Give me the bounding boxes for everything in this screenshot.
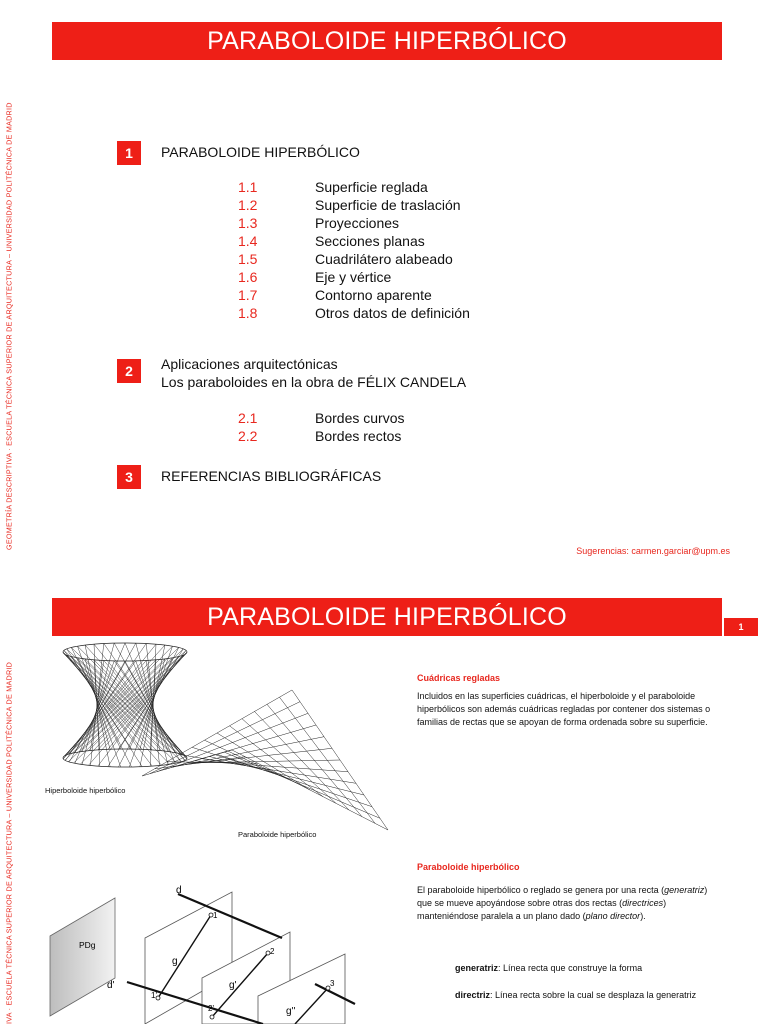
section-subtitle[interactable]: Los paraboloides en la obra de FÉLIX CANDELA	[161, 374, 467, 390]
toc-item[interactable]: Eje y vértice	[315, 269, 392, 285]
section-number-badge: 1	[117, 141, 141, 165]
label-point-3: 3	[330, 979, 335, 988]
toc-item[interactable]: Superficie reglada	[315, 179, 428, 195]
toc-item[interactable]: Contorno aparente	[315, 287, 432, 303]
section-number-badge: 3	[117, 465, 141, 489]
paragraph-cuadricas: Incluidos en las superficies cuádricas, el hiperboloide y el paraboloide hiperbólicos son además cuádricas regladas por contener dos sistemas o familias de rectas que se apoyan de forma ordenada sobre su superficie.	[417, 691, 711, 727]
label-point-1p: 1'	[151, 991, 157, 1000]
toc-number: 1.7	[238, 287, 258, 303]
toc-item[interactable]: Bordes rectos	[315, 428, 402, 444]
toc-item[interactable]: Proyecciones	[315, 215, 400, 231]
label-point-2p: 2'	[208, 1004, 214, 1013]
label-d: d	[176, 885, 182, 896]
contact-email[interactable]: Sugerencias: carmen.garciar@upm.es	[576, 546, 730, 556]
heading-cuadricas: Cuádricas regladas	[417, 673, 501, 683]
label-point-1: 1	[213, 911, 218, 920]
page-number-badge: 1	[724, 618, 758, 636]
toc-item[interactable]: Otros datos de definición	[315, 305, 470, 321]
section-number-badge: 2	[117, 359, 141, 383]
label-pdg: PDg	[79, 940, 96, 950]
toc-number: 2.2	[238, 428, 258, 444]
page-title: PARABOLOIDE HIPERBÓLICO	[52, 22, 722, 60]
toc-number: 2.1	[238, 410, 258, 426]
toc-item[interactable]: Cuadrilátero alabeado	[315, 251, 453, 267]
definition-directriz: directriz: Línea recta sobre la cual se desplaza la generatriz	[455, 990, 697, 1000]
paragraph-paraboloide: El paraboloide hiperbólico o reglado se genera por una recta (generatriz) que se mueve apoyándose sobre otras dos rectas (directrices) manteniéndose paralela a un plano dado (plano director).	[417, 885, 708, 921]
sidebar-institution-text: IVA · ESCUELA TÉCNICA SUPERIOR DE ARQUITECTURA – UNIVERSIDAD POLITÉCNICA DE MADRID	[4, 661, 14, 1024]
label-g-dprime: g''	[286, 1006, 296, 1017]
toc-number: 1.3	[238, 215, 258, 231]
toc-item[interactable]: Superficie de traslación	[315, 197, 461, 213]
toc-number: 1.5	[238, 251, 258, 267]
sidebar-institution-text: GEOMETRÍA DESCRIPTIVA · ESCUELA TÉCNICA SUPERIOR DE ARQUITECTURA – UNIVERSIDAD POLITÉCNICA DE MADRID	[4, 102, 14, 550]
toc-item[interactable]: Bordes curvos	[315, 410, 405, 426]
label-g-prime: g'	[229, 980, 237, 991]
toc-number: 1.1	[238, 179, 258, 195]
definition-generatriz: generatriz: Línea recta que construye la forma	[455, 963, 643, 973]
paraboloid-label: Paraboloide hiperbólico	[238, 830, 317, 839]
label-d-prime: d'	[107, 980, 115, 991]
toc-number: 1.4	[238, 233, 258, 249]
section-title[interactable]: Aplicaciones arquitectónicas	[161, 356, 338, 372]
hyperboloid-label: Hiperboloide hiperbólico	[45, 786, 126, 795]
section-title[interactable]: REFERENCIAS BIBLIOGRÁFICAS	[161, 468, 382, 484]
section-title[interactable]: PARABOLOIDE HIPERBÓLICO	[161, 144, 360, 160]
paraboloid-figure	[140, 688, 390, 838]
page-title: PARABOLOIDE HIPERBÓLICO	[52, 598, 722, 636]
label-point-2: 2	[270, 947, 275, 956]
toc-number: 1.6	[238, 269, 258, 285]
toc-number: 1.2	[238, 197, 258, 213]
toc-number: 1.8	[238, 305, 258, 321]
generation-diagram	[45, 878, 365, 1024]
heading-paraboloide: Paraboloide hiperbólico	[417, 862, 520, 872]
toc-item[interactable]: Secciones planas	[315, 233, 425, 249]
director-plane-shape	[50, 898, 115, 1016]
label-g: g	[172, 956, 178, 967]
